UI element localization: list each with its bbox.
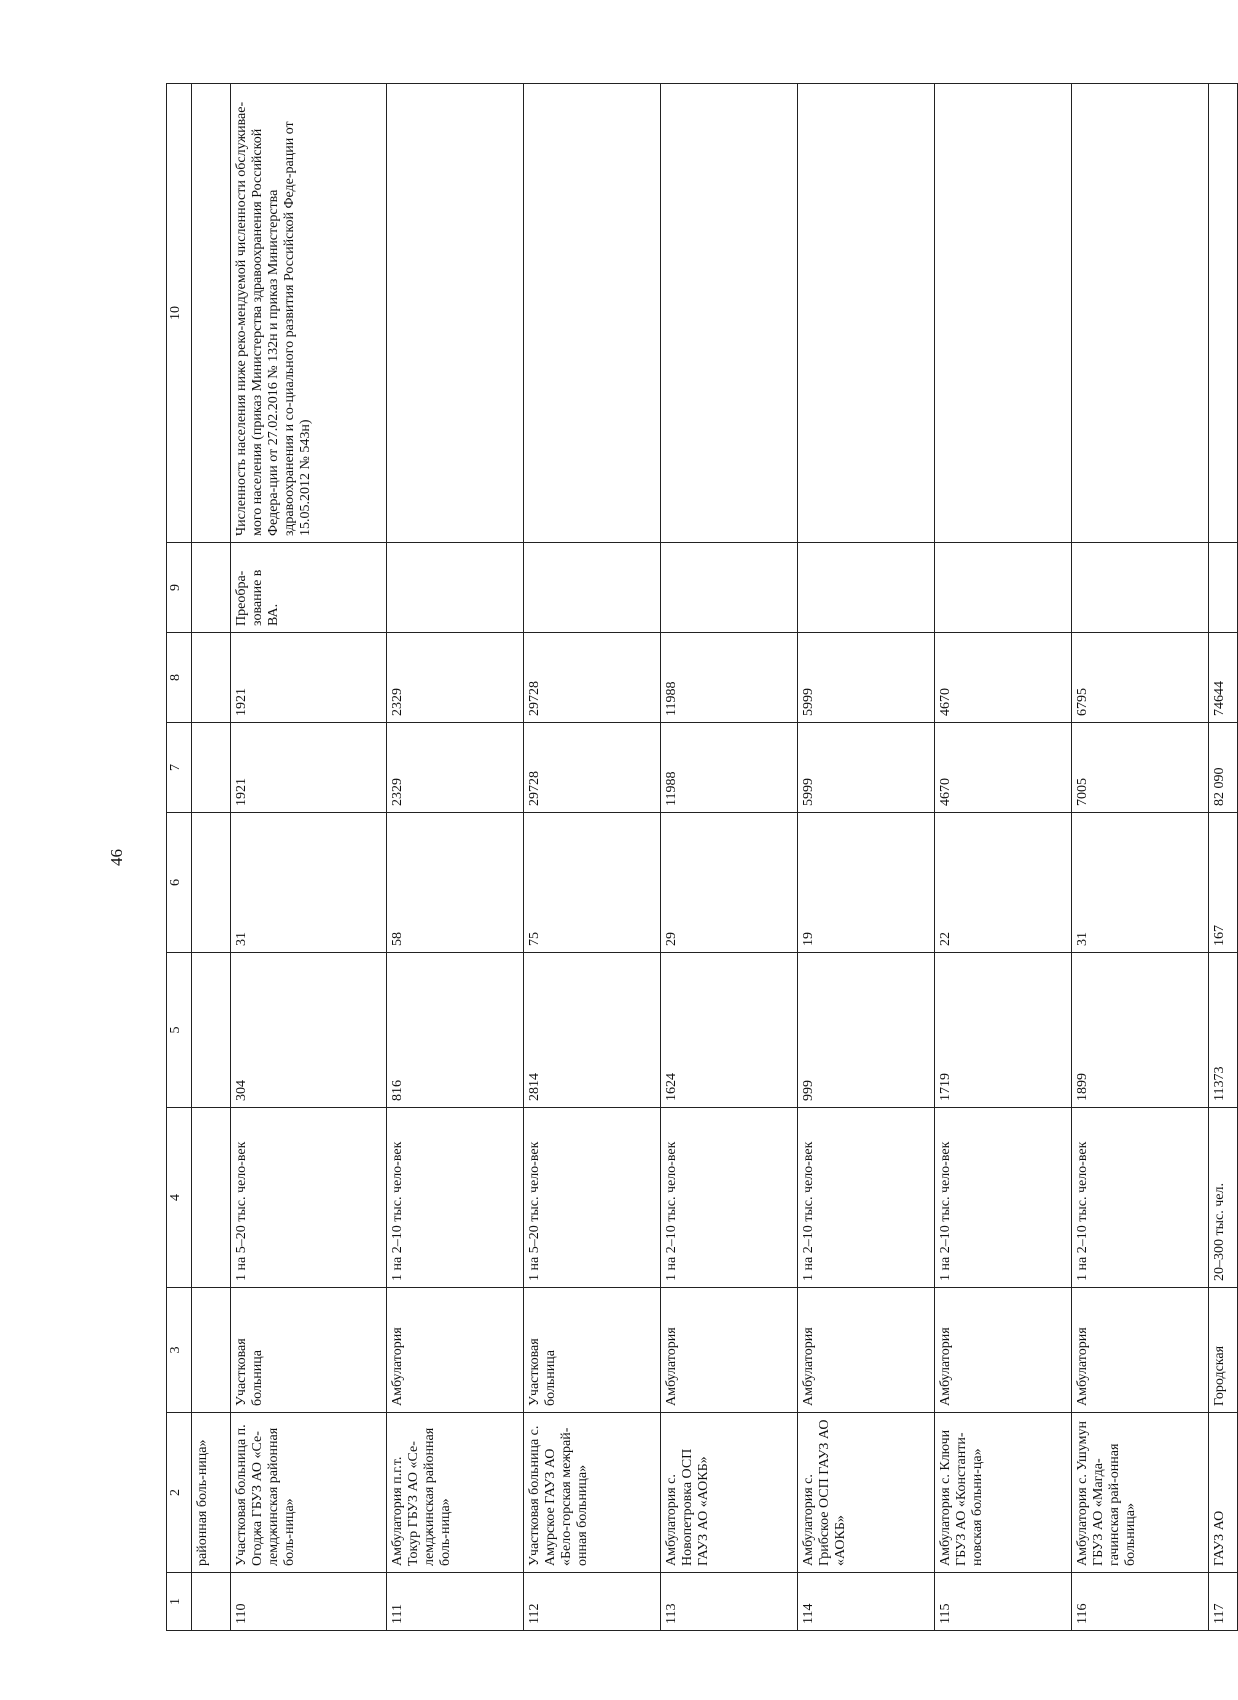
action-cell: Преобра-зование в ВА.	[231, 543, 387, 633]
table-cell: 29728	[524, 633, 661, 723]
table-row	[524, 84, 661, 1631]
note-cell	[524, 84, 661, 543]
table-row	[1209, 84, 1238, 1631]
table-row	[1072, 84, 1209, 1631]
continuation-row	[192, 84, 231, 1631]
action-cell	[798, 543, 935, 633]
note-cell	[1072, 84, 1209, 543]
row-number: 114	[798, 1573, 935, 1631]
table-cell: 6795	[1072, 633, 1209, 723]
table-cell	[192, 543, 231, 633]
table-cell: 5999	[798, 633, 935, 723]
table-cell: 1899	[1072, 953, 1209, 1108]
facility-type: Городская	[1209, 1288, 1238, 1413]
header-row	[167, 84, 192, 1631]
row-number: 111	[387, 1573, 524, 1631]
table-cell	[192, 1573, 231, 1631]
row-number: 117	[1209, 1573, 1238, 1631]
table-cell: районная боль-ница»	[192, 1413, 231, 1573]
column-header: 1	[167, 1573, 192, 1631]
table-cell: 31	[1072, 813, 1209, 953]
facility-type: Амбулатория	[935, 1288, 1072, 1413]
facility-name: Амбулатория с. Грибское ОСП ГАУЗ АО «АОКБ»	[798, 1413, 935, 1573]
table-row	[661, 84, 798, 1631]
table-cell: 2329	[387, 633, 524, 723]
facility-type: Участковая больница	[231, 1288, 387, 1413]
column-header: 9	[167, 543, 192, 633]
table-cell: 1624	[661, 953, 798, 1108]
facility-name: Участковая больница с. Амурское ГАУЗ АО «Бело-горская межрай-онная больница»	[524, 1413, 661, 1573]
table-cell: 31	[231, 813, 387, 953]
table-row	[231, 84, 387, 1631]
action-cell	[1209, 543, 1238, 633]
norm: 1 на 2–10 тыс. чело-век	[935, 1108, 1072, 1288]
page-number: 46	[107, 849, 126, 866]
note-cell	[387, 84, 524, 543]
row-number: 115	[935, 1573, 1072, 1631]
norm: 1 на 2–10 тыс. чело-век	[798, 1108, 935, 1288]
table-cell: 75	[524, 813, 661, 953]
table-cell: 5999	[798, 723, 935, 813]
facility-type: Амбулатория	[798, 1288, 935, 1413]
table-cell: 2814	[524, 953, 661, 1108]
table-cell: 999	[798, 953, 935, 1108]
facility-name: Амбулатория с. Ключи ГБУЗ АО «Константи-новская больни-ца»	[935, 1413, 1072, 1573]
note-cell	[935, 84, 1072, 543]
table-cell: 304	[231, 953, 387, 1108]
column-header: 2	[167, 1413, 192, 1573]
table-cell: 29728	[524, 723, 661, 813]
table-cell: 82 090	[1209, 723, 1238, 813]
note-cell	[1209, 84, 1238, 543]
facility-name: Амбулатория п.г.т. Токур ГБУЗ АО «Се-лемджинская районная боль-ница»	[387, 1413, 524, 1573]
action-cell	[1072, 543, 1209, 633]
table-cell	[192, 1288, 231, 1413]
table-cell	[192, 84, 231, 543]
table-cell: 4670	[935, 633, 1072, 723]
note-cell: Численность населения ниже реко-мендуемой численности обслуживае-мого населения (приказ Министерства здравоохранения Российской Федера-ции от 27.02.2016 № 132н и приказ Министерства здравоохранения и со-циального развития Российской Феде-рации от 15.05.2012 № 543н)	[231, 84, 387, 543]
table-cell: 19	[798, 813, 935, 953]
row-number: 113	[661, 1573, 798, 1631]
norm: 1 на 5–20 тыс. чело-век	[524, 1108, 661, 1288]
row-number: 110	[231, 1573, 387, 1631]
table-cell: 22	[935, 813, 1072, 953]
note-cell	[661, 84, 798, 543]
table-cell	[192, 633, 231, 723]
table-cell: 1921	[231, 723, 387, 813]
facilities-table	[166, 83, 1238, 1631]
norm: 1 на 2–10 тыс. чело-век	[661, 1108, 798, 1288]
column-header: 7	[167, 723, 192, 813]
table-cell	[192, 1108, 231, 1288]
facility-name: ГАУЗ АО	[1209, 1413, 1238, 1573]
facility-type: Амбулатория	[1072, 1288, 1209, 1413]
table-cell: 11988	[661, 723, 798, 813]
column-header: 6	[167, 813, 192, 953]
norm: 1 на 5–20 тыс. чело-век	[231, 1108, 387, 1288]
column-header: 8	[167, 633, 192, 723]
facility-type: Амбулатория	[661, 1288, 798, 1413]
table-row	[798, 84, 935, 1631]
table-cell	[192, 953, 231, 1108]
column-header: 5	[167, 953, 192, 1108]
table-row	[387, 84, 524, 1631]
table-cell	[192, 813, 231, 953]
table-cell: 4670	[935, 723, 1072, 813]
table-cell: 74644	[1209, 633, 1238, 723]
table-cell: 1921	[231, 633, 387, 723]
table-cell: 11988	[661, 633, 798, 723]
facility-name: Амбулатория с. Новопетровка ОСП ГАУЗ АО «АОКБ»	[661, 1413, 798, 1573]
table-cell: 7005	[1072, 723, 1209, 813]
facility-type: Амбулатория	[387, 1288, 524, 1413]
table-cell	[192, 723, 231, 813]
column-header: 10	[167, 84, 192, 543]
norm: 1 на 2–10 тыс. чело-век	[387, 1108, 524, 1288]
table-cell: 2329	[387, 723, 524, 813]
note-cell	[798, 84, 935, 543]
action-cell	[524, 543, 661, 633]
table-cell: 58	[387, 813, 524, 953]
facility-name: Амбулатория с. Ушумун ГБУЗ АО «Магда-гачинская рай-онная больница»	[1072, 1413, 1209, 1573]
action-cell	[661, 543, 798, 633]
norm: 20–300 тыс. чел.	[1209, 1108, 1238, 1288]
row-number: 112	[524, 1573, 661, 1631]
table-cell: 29	[661, 813, 798, 953]
table-row	[935, 84, 1072, 1631]
table-cell: 11373	[1209, 953, 1238, 1108]
column-header: 4	[167, 1108, 192, 1288]
facility-name: Участковая больница п. Огоджа ГБУЗ АО «Се-лемджинская районная боль-ница»	[231, 1413, 387, 1573]
rotated-table-container	[166, 84, 1227, 1631]
column-header: 3	[167, 1288, 192, 1413]
table-cell: 1719	[935, 953, 1072, 1108]
facility-type: Участковая больница	[524, 1288, 661, 1413]
norm: 1 на 2–10 тыс. чело-век	[1072, 1108, 1209, 1288]
table-cell: 816	[387, 953, 524, 1108]
action-cell	[935, 543, 1072, 633]
row-number: 116	[1072, 1573, 1209, 1631]
table-cell: 167	[1209, 813, 1238, 953]
action-cell	[387, 543, 524, 633]
